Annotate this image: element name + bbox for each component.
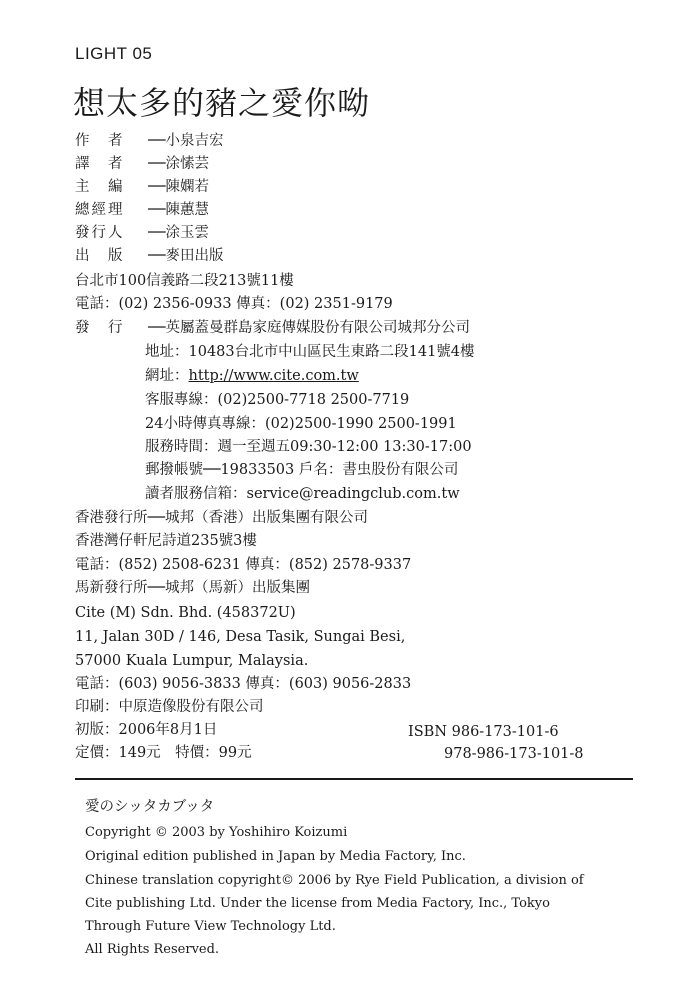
rights-reserved: All Rights Reserved. [85,942,220,957]
my-address-2: 57000 Kuala Lumpur, Malaysia. [75,653,309,669]
service-hours: 服務時間：週一至週五09:30-12:00 13:30-17:00 [145,439,472,455]
website-label: 網址： [145,368,189,384]
credit-role: 出 版 [75,248,125,264]
my-address-1: 11, Jalan 30D / 146, Desa Tasik, Sungai Besi, [75,629,406,645]
isbn-10: ISBN 986-173-101-6 [408,724,559,740]
distribution-address: 地址：10483台北市中山區民生東路二段141號4樓 [145,344,475,360]
credit-translator [75,154,209,174]
translation-line-1: Chinese translation copyright© 2006 by Rye Field Publication, a division of [85,873,584,888]
series-label: LIGHT 05 [75,44,153,63]
credit-role: 發行人 [75,225,125,241]
original-copyright: Copyright © 2003 by Yoshihiro Koizumi [85,825,348,840]
printer: 印刷：中原造像股份有限公司 [75,699,264,715]
credit-role: 主 編 [75,179,125,195]
hk-phone: 電話：(852) 2508-6231 傳真：(852) 2578-9337 [75,557,412,573]
distribution-label: 發 行 [75,320,125,336]
credit-role: 譯 者 [75,156,125,172]
postal-account: 郵撥帳號──19833503 戶名：書虫股份有限公司 [145,462,459,478]
price: 定價：149元 特價：99元 [75,745,252,761]
credit-value: ──陳蕙慧 [148,202,209,218]
website-link[interactable]: http://www.cite.com.tw [188,368,359,384]
service-line: 客服專線：(02)2500-7718 2500-7719 [145,392,410,408]
my-company: Cite (M) Sdn. Bhd. (458372U) [75,605,296,621]
credit-value: ──麥田出版 [148,248,224,264]
publisher-phone: 電話：(02) 2356-0933 傳真：(02) 2351-9179 [75,296,393,312]
credit-issuer [75,223,209,243]
original-edition: Original edition published in Japan by Media Factory, Inc. [85,849,466,864]
japanese-title: 愛のシッタカブッタ [85,799,215,815]
credit-author [75,131,223,151]
credit-value: ──陳嫻若 [148,179,209,195]
credit-role: 作 者 [75,133,125,149]
translation-line-2: Cite publishing Ltd. Under the license from Media Factory, Inc., Tokyo [85,896,550,911]
divider-rule [75,778,633,780]
first-edition: 初版：2006年8月1日 [75,722,218,738]
fax-line: 24小時傳真專線：(02)2500-1990 2500-1991 [145,416,457,432]
hk-distributor: 香港發行所──城邦（香港）出版集團有限公司 [75,510,368,526]
publisher-address: 台北市100信義路二段213號11樓 [75,273,294,289]
credit-role: 總經理 [75,202,125,218]
my-phone: 電話：(603) 9056-3833 傳真：(603) 9056-2833 [75,676,412,692]
credit-editor [75,177,209,197]
credit-manager [75,200,209,220]
translation-line-3: Through Future View Technology Ltd. [85,919,336,934]
credit-value: ──小泉吉宏 [148,133,224,149]
credit-value: ──涂玉雲 [148,225,209,241]
service-email: 讀者服務信箱：service@readingclub.com.tw [145,486,460,502]
hk-address: 香港灣仔軒尼詩道235號3樓 [75,533,257,549]
credit-value: ──涂愫芸 [148,156,209,172]
isbn-13: 978-986-173-101-8 [444,746,584,762]
distribution-website [145,366,359,386]
credit-publisher [75,246,223,266]
distribution-value: ──英屬蓋曼群島家庭傳媒股份有限公司城邦分公司 [148,320,470,336]
distribution-line [75,318,470,338]
book-title: 想太多的豬之愛你呦 [73,84,371,122]
my-distributor: 馬新發行所──城邦（馬新）出版集團 [75,580,310,596]
